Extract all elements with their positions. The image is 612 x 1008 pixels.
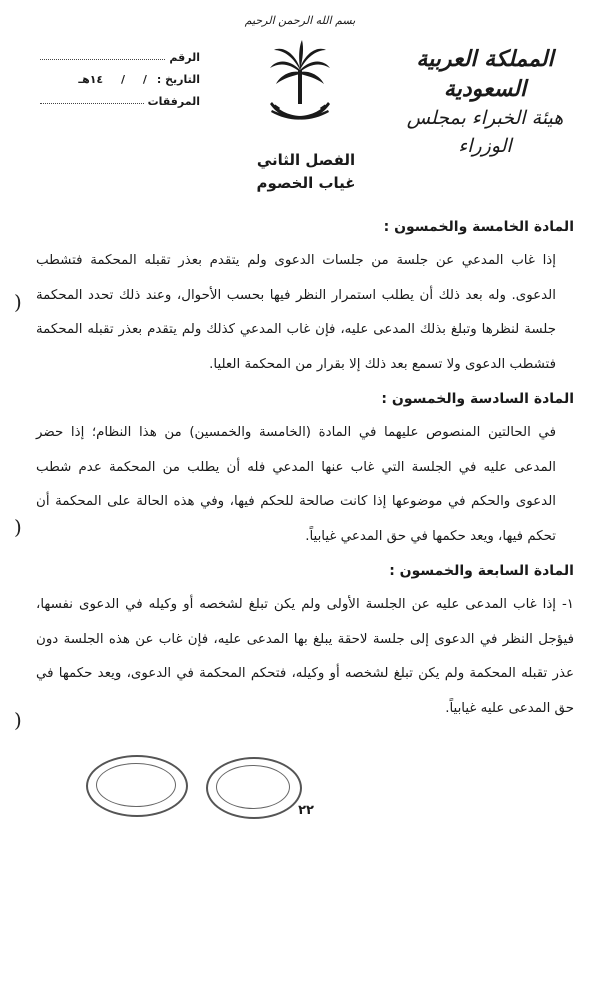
article-55-text: إذا غاب المدعي عن جلسة من جلسات الدعوى ولم يتقدم بعذر تقبله المحكمة فتشطب الدعوى. وله بعد ذلك أن يطلب استمرار النظر فيها بحسب الأحوال، وعند ذلك تحدد المحكمة جلسة لنظرها وتبلغ بذلك المدعى عليه، فإن غاب المدعي كذلك ولم يتقدم بعذر تقبله المحكمة فتشطب الدعوى ولا تسمع بعد ذلك إلا بقرار من المحكمة العليا. <box>36 253 556 372</box>
article-57-heading: المادة السابعة والخمسون : <box>389 563 574 580</box>
date-label: التاريخ : <box>156 73 200 86</box>
date-value: / / ١٤هـ <box>78 73 147 86</box>
article-56-heading: المادة السادسة والخمسون : <box>381 391 574 408</box>
article-57-item-1: ١- إذا غاب المدعى عليه عن الجلسة الأولى ولم يكن تبلغ لشخصه أو وكيله في الدعوى نفسها، فيؤجل النظر في الدعوى إلى جلسة لاحقة يبلغ بها المدعى عليه، فإن غاب عن هذه الجلسة دون عذر تقبله المحكمة ولم يكن تبلغ لشخصه أو وكيله، فتحكم المحكمة في الدعوى، ويعد حكمها في حق المدعى عليه غيابياً. <box>36 597 574 716</box>
margin-mark: ) <box>14 290 22 314</box>
page-number: ٢٢ <box>298 803 314 818</box>
article-56-text: في الحالتين المنصوص عليهما في المادة (الخامسة والخمسين) من هذا النظام؛ إذا حضر المدعى عليه في الجلسة التي غاب عنها المدعي فله أن يطلب من المحكمة عدم شطب الدعوى والحكم في موضوعها إذا كانت صالحة للحكم فيها، وفي هذه الحالة على المحكمة أن تحكم فيها، ويعد حكمها في حق المدعي غيابياً. <box>36 425 556 544</box>
number-label: الرقم <box>169 51 200 64</box>
number-line <box>40 58 165 60</box>
basmala: بسم الله الرحمن الرحيم <box>244 14 356 27</box>
saudi-emblem-icon <box>268 40 332 128</box>
margin-mark: ) <box>14 515 22 539</box>
attachments-line <box>40 102 144 104</box>
letterhead <box>380 44 590 160</box>
kingdom-name: المملكة العربية السعودية <box>416 46 554 102</box>
attachments-label: المرفقات <box>147 95 200 108</box>
meta-number-row <box>40 42 200 64</box>
meta-date-row <box>40 64 200 86</box>
letter-meta <box>40 42 200 108</box>
meta-attachments-row <box>40 86 200 108</box>
article-55-heading: المادة الخامسة والخمسون : <box>383 219 574 235</box>
council-name: هيئة الخبراء بمجلس الوزراء <box>406 107 564 157</box>
margin-mark: ) <box>14 708 22 732</box>
chapter-title: الفصل الثاني <box>256 151 356 169</box>
document-body <box>36 210 574 726</box>
chapter-subtitle: غياب الخصوم <box>256 174 356 192</box>
